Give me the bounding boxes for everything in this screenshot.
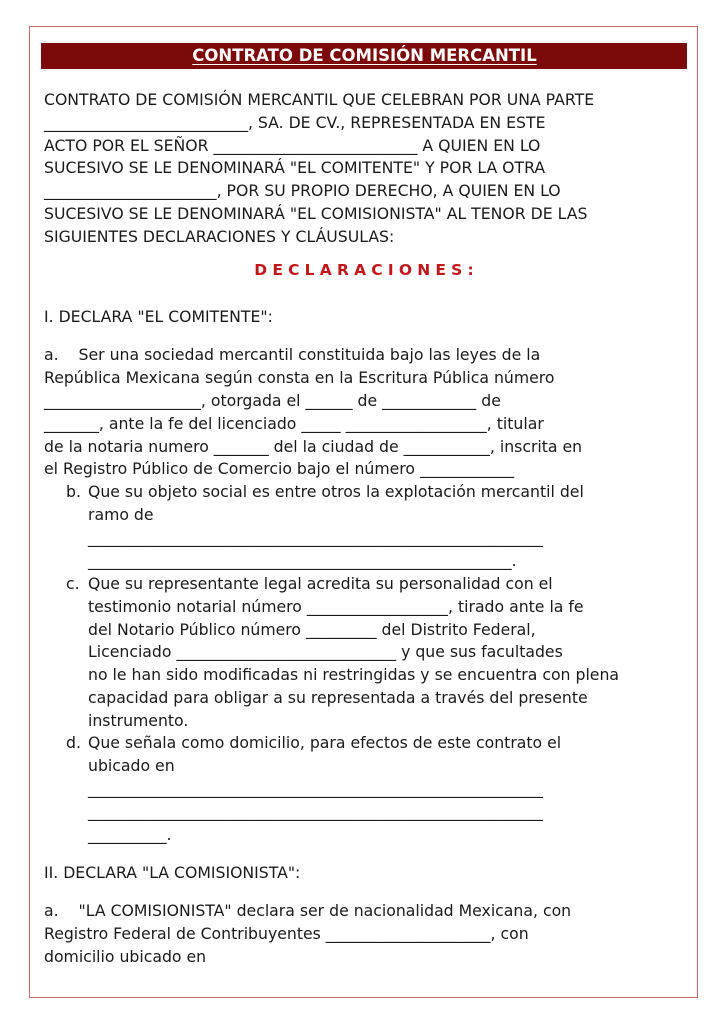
item-b-label: b. (66, 482, 81, 501)
intro-line: SUCESIVO SE LE DENOMINARÁ "EL COMITENTE" Y POR LA OTRA (44, 158, 546, 177)
item-c-line: capacidad para obligar a su representada a través del presente (88, 688, 588, 707)
intro-line: __________________________, SA. DE CV., REPRESENTADA EN ESTE (44, 113, 546, 132)
item-c-line: Que su representante legal acredita su personalidad con el (88, 574, 553, 593)
declaraciones-heading-text: DECLARACIONES (254, 261, 468, 279)
item-d-line: __________________________________________________________ (88, 779, 543, 798)
document-title: CONTRATO DE COMISIÓN MERCANTIL (177, 43, 552, 69)
item-d-line: __________. (88, 825, 172, 844)
item-b-line: __________________________________________________________ (88, 528, 543, 547)
item-a-line: el Registro Público de Comercio bajo el número ____________ (44, 459, 515, 478)
item-d-line: Que señala como domicilio, para efectos de este contrato el (88, 733, 562, 752)
section-2-title: II. DECLARA "LA COMISIONISTA": (44, 863, 301, 882)
section-2-item-a-line: a. "LA COMISIONISTA" declara ser de nacionalidad Mexicana, con (44, 901, 572, 920)
item-a-line: República Mexicana según consta en la Escritura Pública número (44, 368, 555, 387)
item-c-label: c. (66, 574, 80, 593)
item-d-label: d. (66, 733, 81, 752)
item-d-line: ubicado en (88, 756, 175, 775)
intro-line: ______________________, POR SU PROPIO DERECHO, A QUIEN EN LO (44, 181, 561, 200)
item-a-line: ____________________, otorgada el ______ de ____________ de (44, 391, 501, 410)
intro-line: CONTRATO DE COMISIÓN MERCANTIL QUE CELEBRAN POR UNA PARTE (44, 90, 595, 109)
item-c-line: testimonio notarial número __________________, tirado ante la fe (88, 597, 584, 616)
item-b-line: ______________________________________________________. (88, 551, 517, 570)
intro-line: SIGUIENTES DECLARACIONES Y CLÁUSULAS: (44, 227, 395, 246)
item-b-line: ramo de (88, 505, 154, 524)
section-1-title: I. DECLARA "EL COMITENTE": (44, 307, 273, 326)
item-a-line: a. Ser una sociedad mercantil constituida bajo las leyes de la (44, 345, 541, 364)
item-a-line: _______, ante la fe del licenciado _____ __________________, titular (44, 414, 544, 433)
item-c-line: Licenciado ____________________________ y que sus facultades (88, 642, 563, 661)
section-2-item-a-line: domicilio ubicado en (44, 947, 207, 966)
item-b-line: Que su objeto social es entre otros la explotación mercantil del (88, 482, 584, 501)
intro-line: ACTO POR EL SEÑOR __________________________ A QUIEN EN LO (44, 136, 541, 155)
intro-line: SUCESIVO SE LE DENOMINARÁ "EL COMISIONISTA" AL TENOR DE LAS (44, 204, 588, 223)
section-2-item-a-line: Registro Federal de Contribuyentes _____________________, con (44, 924, 529, 943)
declaraciones-heading (0, 261, 728, 279)
item-c-line: instrumento. (88, 711, 189, 730)
item-c-line: del Notario Público número _________ del Distrito Federal, (88, 620, 536, 639)
item-d-line: __________________________________________________________ (88, 802, 543, 821)
declaraciones-heading-colon: : (467, 261, 474, 279)
item-c-line: no le han sido modificadas ni restringidas y se encuentra con plena (88, 665, 620, 684)
item-a-line: de la notaria numero _______ del la ciudad de ___________, inscrita en (44, 437, 583, 456)
